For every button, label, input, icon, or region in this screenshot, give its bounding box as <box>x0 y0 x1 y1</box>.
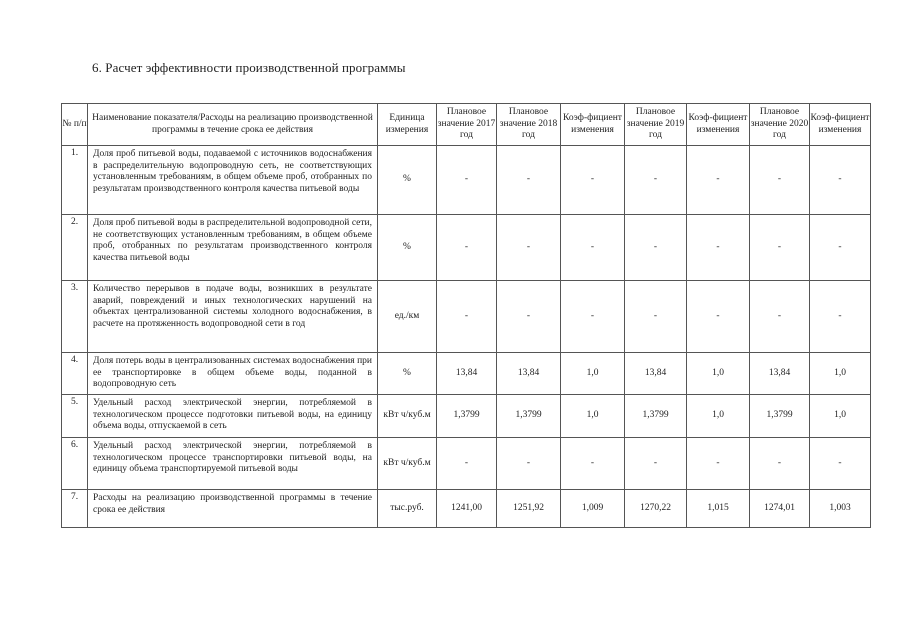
value-plan-2019: - <box>625 438 687 490</box>
value-coef-2: 1,015 <box>687 490 750 528</box>
value-coef-3: - <box>810 438 871 490</box>
value-coef-3: - <box>810 281 871 353</box>
value-coef-1: - <box>561 146 625 215</box>
table-header-row <box>62 104 871 146</box>
header-num: № п/п <box>62 104 88 146</box>
row-number: 4. <box>62 353 88 395</box>
value-coef-3: 1,0 <box>810 395 871 438</box>
value-plan-2019: - <box>625 215 687 281</box>
row-number: 5. <box>62 395 88 438</box>
header-plan-2020: Плановое значение 2020 год <box>750 104 810 146</box>
header-plan-2018: Плановое значение 2018 год <box>497 104 561 146</box>
value-plan-2018: - <box>497 146 561 215</box>
row-number: 2. <box>62 215 88 281</box>
value-coef-3: - <box>810 215 871 281</box>
value-coef-1: - <box>561 438 625 490</box>
table-row <box>62 146 871 215</box>
value-plan-2018: 1251,92 <box>497 490 561 528</box>
value-coef-2: - <box>687 281 750 353</box>
header-unit: Единица измерения <box>378 104 437 146</box>
value-plan-2019: 13,84 <box>625 353 687 395</box>
header-coef-2: Коэф-фициент изменения <box>687 104 750 146</box>
value-plan-2017: - <box>437 438 497 490</box>
page-heading: 6. Расчет эффективности производственной программы <box>92 60 406 75</box>
row-unit: % <box>378 215 437 281</box>
value-coef-1: - <box>561 215 625 281</box>
header-plan-2019: Плановое значение 2019 год <box>625 104 687 146</box>
row-name: Доля потерь воды в централизованных системах водоснабжения при ее транспортировке в общем объеме воды, поданной в водопроводную сеть <box>88 353 378 395</box>
row-number: 6. <box>62 438 88 490</box>
value-coef-2: - <box>687 146 750 215</box>
row-unit: кВт ч/куб.м <box>378 395 437 438</box>
value-plan-2017: - <box>437 146 497 215</box>
value-plan-2019: - <box>625 281 687 353</box>
row-number: 1. <box>62 146 88 215</box>
table-row <box>62 395 871 438</box>
row-unit: % <box>378 146 437 215</box>
value-plan-2017: 1241,00 <box>437 490 497 528</box>
value-coef-1: 1,009 <box>561 490 625 528</box>
row-number: 3. <box>62 281 88 353</box>
value-plan-2020: 13,84 <box>750 353 810 395</box>
value-coef-1: - <box>561 281 625 353</box>
value-coef-2: 1,0 <box>687 395 750 438</box>
row-number: 7. <box>62 490 88 528</box>
row-name: Количество перерывов в подаче воды, возникших в результате аварий, повреждений и иных технологических нарушений на объектах централизованной системы холодного водоснабжения, в расчете на протяженность водопроводной сети в год <box>88 281 378 353</box>
header-coef-1: Коэф-фициент изменения <box>561 104 625 146</box>
value-plan-2019: 1270,22 <box>625 490 687 528</box>
value-plan-2017: 1,3799 <box>437 395 497 438</box>
row-unit: ед./км <box>378 281 437 353</box>
value-plan-2018: 1,3799 <box>497 395 561 438</box>
value-plan-2019: 1,3799 <box>625 395 687 438</box>
row-unit: % <box>378 353 437 395</box>
table-row <box>62 215 871 281</box>
row-name: Расходы на реализацию производственной программы в течение срока ее действия <box>88 490 378 528</box>
header-coef-3: Коэф-фициент изменения <box>810 104 871 146</box>
value-plan-2019: - <box>625 146 687 215</box>
value-coef-1: 1,0 <box>561 353 625 395</box>
row-name: Удельный расход электрической энергии, потребляемой в технологическом процессе подготовки питьевой воды, на единицу объема воды, отпускаемой в сеть <box>88 395 378 438</box>
value-coef-3: - <box>810 146 871 215</box>
value-plan-2020: - <box>750 438 810 490</box>
header-name: Наименование показателя/Расходы на реализацию производственной программы в течение срока ее действия <box>88 104 378 146</box>
value-plan-2018: - <box>497 215 561 281</box>
efficiency-table <box>61 103 871 528</box>
value-coef-2: - <box>687 215 750 281</box>
value-coef-1: 1,0 <box>561 395 625 438</box>
value-plan-2017: - <box>437 281 497 353</box>
header-plan-2017: Плановое значение 2017 год <box>437 104 497 146</box>
value-plan-2020: - <box>750 146 810 215</box>
value-plan-2018: - <box>497 438 561 490</box>
row-name: Доля проб питьевой воды в распределительной водопроводной сети, не соответствующих установленным требованиям, в общем объеме проб, отобранных по результатам производственного контроля качества питьевой воды <box>88 215 378 281</box>
table-row <box>62 353 871 395</box>
row-unit: кВт ч/куб.м <box>378 438 437 490</box>
table-row <box>62 490 871 528</box>
value-plan-2017: 13,84 <box>437 353 497 395</box>
value-coef-2: 1,0 <box>687 353 750 395</box>
row-name: Удельный расход электрической энергии, потребляемой в технологическом процессе транспортировки питьевой воды, на единицу объема транспортируемой питьевой воды <box>88 438 378 490</box>
value-plan-2020: - <box>750 215 810 281</box>
value-plan-2018: 13,84 <box>497 353 561 395</box>
value-coef-2: - <box>687 438 750 490</box>
row-name: Доля проб питьевой воды, подаваемой с источников водоснабжения в распределительную водопроводную сеть, не соответствующих установленным требованиям, в общем объеме проб, отобранных по результатам производственного контроля качества питьевой воды <box>88 146 378 215</box>
value-plan-2020: - <box>750 281 810 353</box>
row-unit: тыс.руб. <box>378 490 437 528</box>
value-coef-3: 1,0 <box>810 353 871 395</box>
value-coef-3: 1,003 <box>810 490 871 528</box>
table-row <box>62 438 871 490</box>
table-row <box>62 281 871 353</box>
value-plan-2017: - <box>437 215 497 281</box>
value-plan-2020: 1274,01 <box>750 490 810 528</box>
value-plan-2018: - <box>497 281 561 353</box>
value-plan-2020: 1,3799 <box>750 395 810 438</box>
